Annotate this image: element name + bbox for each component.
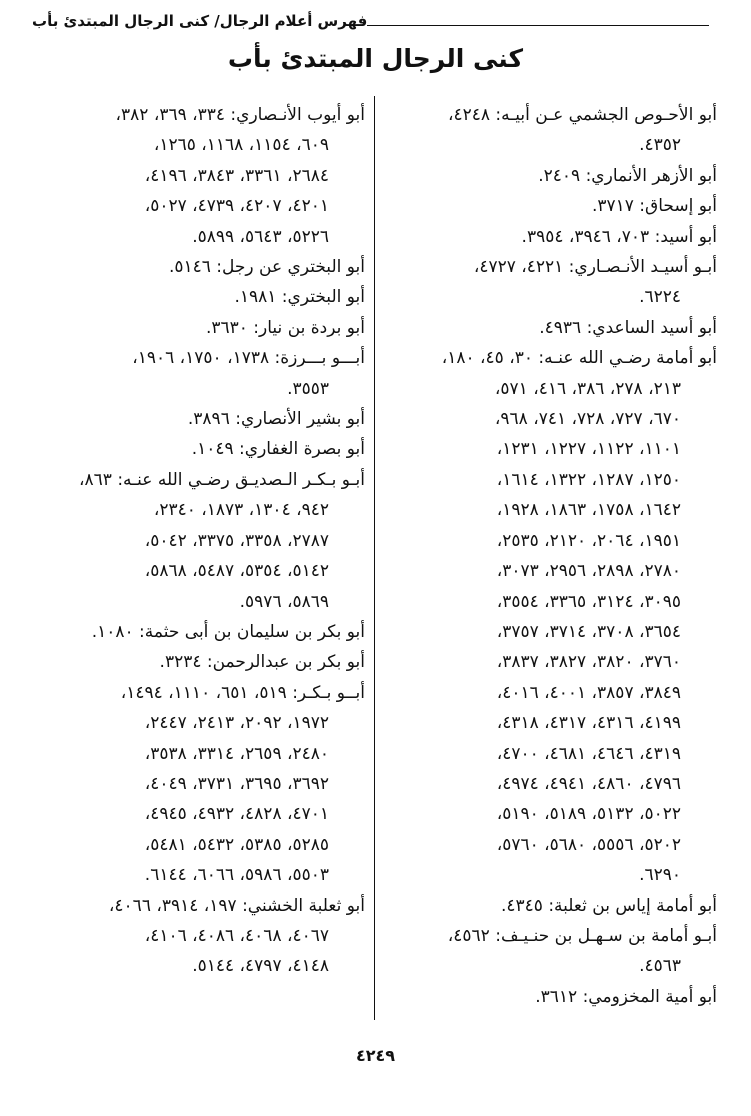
- entry-line: أبو بشير الأنصاري: ٣٨٩٦.: [187, 409, 365, 430]
- entry-continuation: ٥٢٠٢، ٥٥٥٦، ٥٦٨٠، ٥٧٦٠،: [496, 834, 681, 855]
- index-entry: [30, 313, 365, 343]
- index-entry: [30, 465, 365, 617]
- entry-line: أبو الأزهر الأنماري: ٢٤٠٩.: [538, 165, 717, 186]
- index-entry: [30, 343, 365, 404]
- entry-line: أبو أمامة إياس بن ثعلبة: ٤٣٤٥.: [500, 895, 717, 916]
- index-entry: [30, 434, 365, 464]
- index-entry: [382, 191, 717, 221]
- index-entry: [30, 282, 365, 312]
- index-entry: [382, 222, 717, 252]
- entry-continuation: ٦٢٩٠.: [639, 865, 681, 886]
- entry-line: أبو البختري: ١٩٨١.: [234, 287, 365, 308]
- entry-continuation: ٢٧٨٠، ٢٨٩٨، ٢٩٥٦، ٣٠٧٣،: [496, 561, 681, 582]
- entry-line: أبـــو بـــرزة: ١٧٣٨، ١٧٥٠، ١٩٠٦،: [132, 348, 365, 369]
- entry-line: أبو أيوب الأنـصاري: ٣٣٤، ٣٦٩، ٣٨٢،: [115, 105, 365, 125]
- entry-continuation: ١٩٥١، ٢٠٦٤، ٢١٢٠، ٢٥٣٥،: [496, 530, 681, 551]
- entry-line: أبو ثعلبة الخشني: ١٩٧، ٣٩١٤، ٤٠٦٦،: [108, 895, 365, 916]
- index-entry: [382, 343, 717, 890]
- entry-continuation: ٣٥٥٣.: [287, 378, 329, 399]
- entry-continuation: ٤٧٠١، ٤٨٢٨، ٤٩٣٢، ٤٩٤٥،: [144, 804, 329, 825]
- entry-continuation: ٤٥٦٣.: [639, 956, 681, 977]
- entry-line: أبو بكر بن عبدالرحمن: ٣٢٣٤.: [159, 652, 365, 673]
- entry-line: أبو إسحاق: ٣٧١٧.: [591, 196, 717, 217]
- right-column: [382, 100, 717, 1012]
- entry-continuation: ٦٧٠، ٧٢٧، ٧٢٨، ٧٤١، ٩٦٨،: [494, 409, 681, 430]
- entry-line: أبو بردة بن نيار: ٣٦٣٠.: [205, 317, 365, 338]
- entry-line: أبو بصرة الغفاري: ١٠٤٩.: [191, 439, 365, 460]
- index-entry: [30, 252, 365, 282]
- entry-line: أبو أسيد: ٧٠٣، ٣٩٤٦، ٣٩٥٤.: [521, 226, 717, 247]
- entry-continuation: ٤١٤٨، ٤٧٩٧، ٥١٤٤.: [192, 956, 329, 977]
- entry-continuation: ٤٣١٩، ٤٦٤٦، ٤٦٨١، ٤٧٠٠،: [496, 743, 681, 764]
- index-entry: [382, 921, 717, 982]
- entry-continuation: ٤٢٠١، ٤٢٠٧، ٤٧٣٩، ٥٠٢٧،: [144, 196, 329, 217]
- entry-continuation: ٢٦٨٤، ٣٣٦١، ٣٨٤٣، ٤١٩٦،: [144, 165, 329, 186]
- entry-continuation: ١٢٥٠، ١٢٨٧، ١٣٢٢، ١٦١٤،: [496, 469, 681, 490]
- entry-continuation: ٦٠٩، ١١٥٤، ١١٦٨، ١٢٦٥،: [153, 135, 329, 156]
- entry-continuation: ٣٦٥٤، ٣٧٠٨، ٣٧١٤، ٣٧٥٧،: [496, 621, 681, 642]
- entry-line: أبـو أمامة بن سـهـل بن حنـيـف: ٤٥٦٢،: [447, 925, 717, 946]
- entry-continuation: ٥٢٨٥، ٥٣٨٥، ٥٤٣٢، ٥٤٨١،: [144, 834, 329, 855]
- entry-line: أبو بكر بن سليمان بن أبى حثمة: ١٠٨٠.: [91, 621, 365, 642]
- entry-continuation: ٥٢٢٦، ٥٦٤٣، ٥٨٩٩.: [192, 226, 329, 247]
- entry-continuation: ٣٧٦٠، ٣٨٢٠، ٣٨٢٧، ٣٨٣٧،: [496, 652, 681, 673]
- index-entry: [382, 891, 717, 921]
- index-entry: [382, 313, 717, 343]
- index-entry: [30, 617, 365, 647]
- entry-continuation: ١١٠١، ١١٢٢، ١٢٢٧، ١٢٣١،: [496, 439, 681, 460]
- entry-continuation: ٦٢٢٤.: [639, 287, 681, 308]
- page-title: كنى الرجال المبتدئ بأب: [227, 44, 524, 73]
- entry-line: أبو أمامة رضـي الله عنـه: ٣٠، ٤٥، ١٨٠،: [441, 348, 717, 369]
- index-entry: [382, 252, 717, 313]
- entry-continuation: ٢١٣، ٢٧٨، ٣٨٦، ٤١٦، ٥٧١،: [494, 378, 681, 399]
- entry-line: أبــو بـكـر: ٥١٩، ٦٥١، ١١١٠، ١٤٩٤،: [120, 682, 365, 703]
- entry-continuation: ٥١٤٢، ٥٣٥٤، ٥٤٨٧، ٥٨٦٨،: [144, 561, 329, 582]
- entry-line: أبو أمية المخزومي: ٣٦١٢.: [535, 986, 717, 1007]
- entry-line: أبو أسيد الساعدي: ٤٩٣٦.: [539, 317, 717, 338]
- index-entry: [382, 161, 717, 191]
- entry-continuation: ٣٠٩٥، ٣١٢٤، ٣٣٦٥، ٣٥٥٤،: [496, 591, 681, 612]
- index-entry: [30, 404, 365, 434]
- page-number: ٤٢٤٩: [355, 1046, 396, 1065]
- entry-continuation: ٥٥٠٣، ٥٩٨٦، ٦٠٦٦، ٦١٤٤.: [144, 865, 329, 886]
- running-head: [32, 12, 717, 30]
- index-entry: [382, 982, 717, 1012]
- entry-continuation: ١٦٤٢، ١٧٥٨، ١٨٦٣، ١٩٢٨،: [496, 500, 681, 521]
- entry-continuation: ٥٠٢٢، ٥١٣٢، ٥١٨٩، ٥١٩٠،: [496, 804, 681, 825]
- left-column: [30, 100, 365, 982]
- entry-line: أبو الأحـوص الجشمي عـن أبيـه: ٤٢٤٨،: [447, 105, 717, 125]
- header-rule: [367, 25, 709, 26]
- entry-continuation: ٣٦٩٢، ٣٦٩٥، ٣٧٣١، ٤٠٤٩،: [144, 773, 329, 794]
- entry-line: أبـو أسيـد الأنـصـاري: ٤٢٢١، ٤٧٢٧،: [473, 257, 717, 278]
- entry-continuation: ٤١٩٩، ٤٣١٦، ٤٣١٧، ٤٣١٨،: [496, 713, 681, 734]
- entry-continuation: ٤٠٦٧، ٤٠٦٨، ٤٠٨٦، ٤١٠٦،: [144, 925, 329, 946]
- index-entry: [382, 100, 717, 161]
- index-entry: [30, 647, 365, 677]
- index-entry: [30, 100, 365, 252]
- entry-continuation: ٩٤٢، ١٣٠٤، ١٨٧٣، ٢٣٤٠،: [153, 500, 329, 521]
- entry-continuation: ٤٣٥٢.: [639, 135, 681, 156]
- entry-line: أبو البختري عن رجل: ٥١٤٦.: [168, 257, 365, 278]
- entry-continuation: ١٩٧٢، ٢٠٩٢، ٢٤١٣، ٢٤٤٧،: [144, 713, 329, 734]
- entry-continuation: ٢٧٨٧، ٣٣٥٨، ٣٣٧٥، ٥٠٤٢،: [144, 530, 329, 551]
- entry-continuation: ٢٤٨٠، ٢٦٥٩، ٣٣١٤، ٣٥٣٨،: [144, 743, 329, 764]
- entry-continuation: ٥٨٦٩، ٥٩٧٦.: [239, 591, 329, 612]
- entry-line: أبـو بـكـر الـصديـق رضـي الله عنـه: ٨٦٣،: [79, 469, 365, 490]
- column-divider: [374, 96, 375, 1020]
- entry-continuation: ٤٧٩٦، ٤٨٦٠، ٤٩٤١، ٤٩٧٤،: [496, 773, 681, 794]
- running-head-text: فهرس أعلام الرجال/ كنى الرجال المبتدئ بأب: [32, 12, 368, 30]
- entry-continuation: ٣٨٤٩، ٣٨٥٧، ٤٠٠١، ٤٠١٦،: [496, 682, 681, 703]
- index-entry: [30, 891, 365, 982]
- index-entry: [30, 678, 365, 891]
